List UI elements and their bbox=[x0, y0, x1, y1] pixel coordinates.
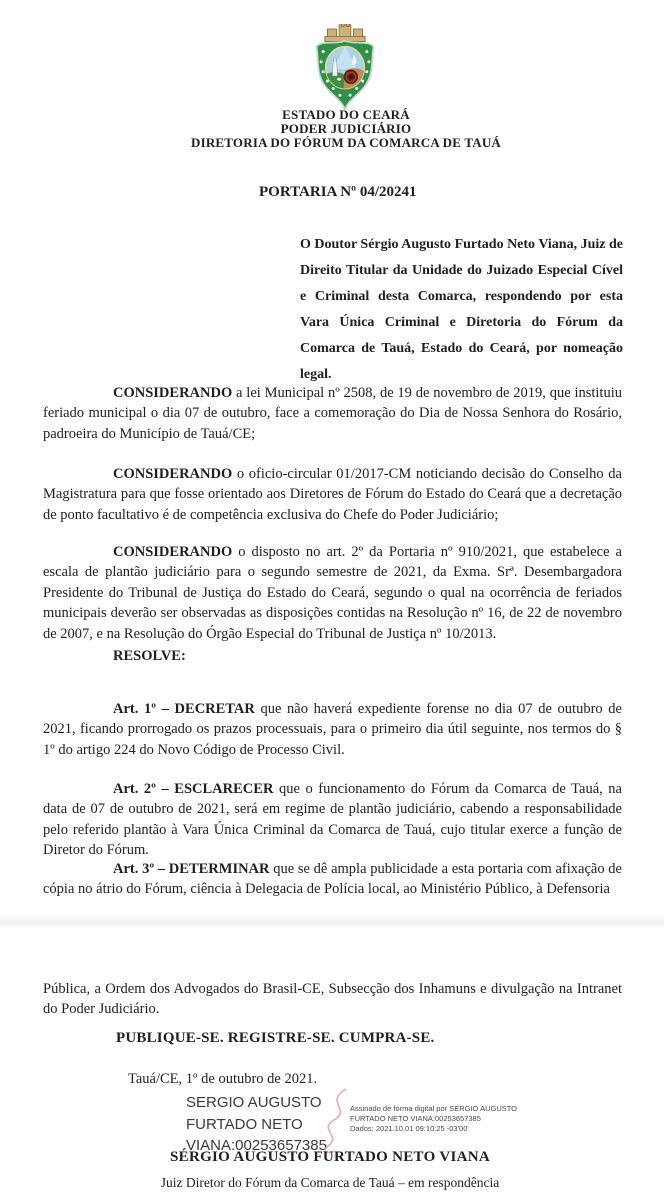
considerando-text: o oficio-circular 01/2017-CM noticiando decisão do Conselho da Magistratura para que fosse orientado aos Diretores de Fórum do Estado do Ceará que a decretação de ponto facultativo é de competência exclusiva do Chefe do Poder Judiciário; bbox=[43, 465, 622, 523]
publish-register-comply-line: PUBLIQUE-SE. REGISTRE-SE. CUMPRA-SE. bbox=[116, 1030, 435, 1046]
signature-note-line-3: Dados: 2021.10.01 09:10:25 -03'00' bbox=[350, 1123, 469, 1133]
article-text: que se dê ampla publicidade a esta portaria com afixação de cópia no átrio do Fórum, ciência à Delegacia de Polícia local, ao Ministério Público, à Defensoria bbox=[43, 860, 622, 897]
considerando-lead: CONSIDERANDO bbox=[113, 465, 233, 482]
article-2-paragraph bbox=[43, 779, 622, 861]
org-line-branch: PODER JUDICIÁRIO bbox=[280, 120, 412, 136]
article-3-continuation-paragraph: Pública, a Ordem dos Advogados do Brasil-CE, Subsecção dos Inhamuns e divulgação na Intranet do Poder Judiciário. bbox=[43, 980, 622, 1017]
article-lead: Art. 2º – ESCLARECER bbox=[113, 780, 274, 797]
article-lead: Art. 3º – DETERMINAR bbox=[113, 860, 270, 877]
article-1-paragraph bbox=[43, 699, 622, 761]
article-lead: Art. 1º – DECRETAR bbox=[113, 700, 255, 717]
considerando-lead: CONSIDERANDO bbox=[113, 384, 233, 401]
considerando-paragraph-2 bbox=[43, 464, 622, 526]
org-line-directorate: DIRETORIA DO FÓRUM DA COMARCA DE TAUÁ bbox=[190, 134, 502, 150]
org-line-state: ESTADO DO CEARÁ bbox=[282, 107, 410, 122]
considerando-text: a lei Municipal nº 2508, de 19 de novembro de 2019, que instituiu feriado municipal o dia 07 de outubro, face a comemoração do Dia de Nossa Senhora do Rosário, padroeira do Município de Tauá/CE; bbox=[43, 384, 622, 442]
place-date-line: Tauá/CE, 1º de outubro de 2021. bbox=[128, 1071, 318, 1087]
document-title: PORTARIA Nº 04/20241 bbox=[259, 184, 417, 200]
ceara-coat-of-arms-icon bbox=[303, 24, 387, 112]
signer-role: Juiz Diretor do Fórum da Comarca de Tauá – em respondência bbox=[160, 1175, 500, 1190]
page-break-separator bbox=[0, 915, 664, 929]
considerando-paragraph-3 bbox=[43, 542, 622, 645]
considerando-lead: CONSIDERANDO bbox=[113, 543, 233, 560]
signature-note-line-1: Assinado de forma digital por SERGIO AUGUSTO bbox=[350, 1104, 518, 1113]
digital-signature-details bbox=[350, 1104, 530, 1133]
signature-note-line-2: FURTADO NETO VIANA:00253657385 bbox=[350, 1113, 481, 1123]
considerando-paragraph-1 bbox=[43, 383, 622, 445]
digital-signature-stamp: SERGIO AUGUSTO FURTADO NETO VIANA:00253657385 bbox=[186, 1094, 327, 1154]
article-text: que o funcionamento do Fórum da Comarca de Tauá, na data de 07 de outubro de 2021, será em regime de plantão judiciário, cabendo a responsabilidade pelo referido plantão à Vara Única Criminal da Comarca de Tauá, cujo titular exerce a função de Diretor do Fórum. bbox=[43, 780, 622, 858]
resolve-heading: RESOLVE: bbox=[113, 648, 186, 664]
article-3-paragraph bbox=[43, 859, 622, 900]
considerando-text: o disposto no art. 2º da Portaria nº 910/2021, que estabelece a escala de plantão judiciário para o segundo semestre de 2021, da Exma. Srª. Desembargadora Presidente do Tribunal de Justiça do Estado do Ceará, segundo o qual na ocorrência de feriados municipais deverão ser observadas as disposições contidas na Resolução nº 16, de 22 de novembro de 2007, e na Resolução do Órgão Especial do Tribunal de Justiça nº 10/2013. bbox=[43, 543, 622, 642]
preamble-paragraph: O Doutor Sérgio Augusto Furtado Neto Viana, Juiz de Direito Titular da Unidade do Juizado Especial Cível e Criminal desta Comarca, respondendo por esta Vara Única Criminal e Diretoria do Fórum da Comarca de Tauá, Estado do Ceará, por nomeação legal. bbox=[300, 237, 623, 382]
article-text: que não haverá expediente forense no dia 07 de outubro de 2021, ficando prorrogado os prazos processuais, para o primeiro dia útil seguinte, nos termos do § 1º do artigo 224 do Novo Código de Processo Civil. bbox=[43, 700, 622, 758]
signer-name: SÉRGIO AUGUSTO FURTADO NETO VIANA bbox=[170, 1149, 490, 1165]
institution-header bbox=[26, 108, 664, 149]
